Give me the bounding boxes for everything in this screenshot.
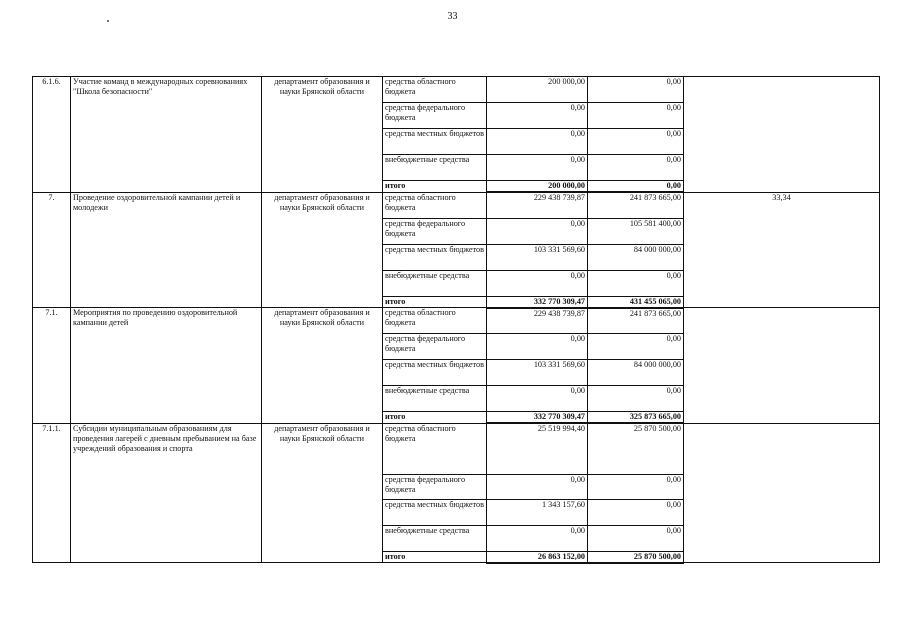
- funding-source: итого: [383, 412, 487, 424]
- amount-actual: 0,00: [588, 155, 684, 181]
- execution-percent: [684, 308, 880, 424]
- funding-source: средства федерального бюджета: [383, 103, 487, 129]
- funding-source: средства федерального бюджета: [383, 218, 487, 244]
- amount-planned: 103 331 569,60: [487, 244, 588, 270]
- amount-planned: 0,00: [487, 270, 588, 296]
- item-number: 6.1.6.: [33, 77, 71, 193]
- funding-source: внебюджетные средства: [383, 155, 487, 181]
- amount-planned: 0,00: [487, 525, 588, 551]
- amount-actual: 0,00: [588, 525, 684, 551]
- funding-source: средства федерального бюджета: [383, 334, 487, 360]
- execution-percent: 33,34: [684, 192, 880, 308]
- funding-source: средства местных бюджетов: [383, 360, 487, 386]
- amount-actual: 25 870 500,00: [588, 551, 684, 563]
- item-number: 7.1.: [33, 308, 71, 424]
- amount-planned: 25 519 994,40: [487, 423, 588, 474]
- amount-actual: 105 581 400,00: [588, 218, 684, 244]
- amount-planned: 200 000,00: [487, 181, 588, 193]
- amount-planned: 0,00: [487, 334, 588, 360]
- amount-planned: 332 770 309,47: [487, 412, 588, 424]
- amount-planned: 200 000,00: [487, 77, 588, 103]
- funding-source: внебюджетные средства: [383, 386, 487, 412]
- amount-planned: 0,00: [487, 386, 588, 412]
- funding-source: средства областного бюджета: [383, 308, 487, 334]
- item-name: Субсидии муниципальным образованиям для проведения лагерей с дневным пребыванием на базе учреждений образования и спорта: [71, 423, 262, 563]
- table-row: [33, 192, 880, 218]
- amount-actual: 0,00: [588, 334, 684, 360]
- funding-source: средства местных бюджетов: [383, 244, 487, 270]
- executor: департамент образования и науки Брянской области: [262, 423, 383, 563]
- amount-actual: 0,00: [588, 386, 684, 412]
- amount-actual: 0,00: [588, 129, 684, 155]
- amount-planned: 229 438 739,87: [487, 192, 588, 218]
- amount-actual: 0,00: [588, 499, 684, 525]
- amount-actual: 431 455 065,00: [588, 296, 684, 308]
- amount-planned: 229 438 739,87: [487, 308, 588, 334]
- amount-actual: 25 870 500,00: [588, 423, 684, 474]
- table-row: [33, 77, 880, 103]
- amount-actual: 84 000 000,00: [588, 244, 684, 270]
- table-row: [33, 308, 880, 334]
- executor: департамент образования и науки Брянской области: [262, 308, 383, 424]
- amount-actual: 0,00: [588, 77, 684, 103]
- budget-table: [32, 76, 880, 564]
- amount-actual: 0,00: [588, 103, 684, 129]
- amount-planned: 0,00: [487, 474, 588, 499]
- funding-source: итого: [383, 296, 487, 308]
- amount-actual: 241 873 665,00: [588, 192, 684, 218]
- funding-source: внебюджетные средства: [383, 525, 487, 551]
- amount-planned: 0,00: [487, 218, 588, 244]
- execution-percent: [684, 77, 880, 193]
- funding-source: средства областного бюджета: [383, 423, 487, 474]
- executor: департамент образования и науки Брянской области: [262, 192, 383, 308]
- table-row: [33, 423, 880, 474]
- item-name: Участие команд в международных соревнованиях "Школа безопасности": [71, 77, 262, 193]
- amount-planned: 0,00: [487, 129, 588, 155]
- amount-actual: 325 873 665,00: [588, 412, 684, 424]
- funding-source: средства областного бюджета: [383, 192, 487, 218]
- amount-planned: 0,00: [487, 155, 588, 181]
- amount-planned: 0,00: [487, 103, 588, 129]
- funding-source: внебюджетные средства: [383, 270, 487, 296]
- amount-planned: 332 770 309,47: [487, 296, 588, 308]
- execution-percent: [684, 423, 880, 563]
- funding-source: итого: [383, 551, 487, 563]
- funding-source: средства местных бюджетов: [383, 129, 487, 155]
- amount-actual: 0,00: [588, 474, 684, 499]
- amount-planned: 26 863 152,00: [487, 551, 588, 563]
- amount-actual: 84 000 000,00: [588, 360, 684, 386]
- amount-planned: 1 343 157,60: [487, 499, 588, 525]
- item-number: 7.1.1.: [33, 423, 71, 563]
- page-number: 33: [447, 11, 458, 22]
- funding-source: средства областного бюджета: [383, 77, 487, 103]
- item-name: Проведение оздоровительной кампании детей и молодежи: [71, 192, 262, 308]
- amount-actual: 241 873 665,00: [588, 308, 684, 334]
- amount-actual: 0,00: [588, 181, 684, 193]
- funding-source: итого: [383, 181, 487, 193]
- item-name: Мероприятия по проведению оздоровительной кампании детей: [71, 308, 262, 424]
- item-number: 7.: [33, 192, 71, 308]
- funding-source: средства федерального бюджета: [383, 474, 487, 499]
- scan-speck: [107, 20, 109, 22]
- executor: департамент образования и науки Брянской области: [262, 77, 383, 193]
- amount-planned: 103 331 569,60: [487, 360, 588, 386]
- funding-source: средства местных бюджетов: [383, 499, 487, 525]
- amount-actual: 0,00: [588, 270, 684, 296]
